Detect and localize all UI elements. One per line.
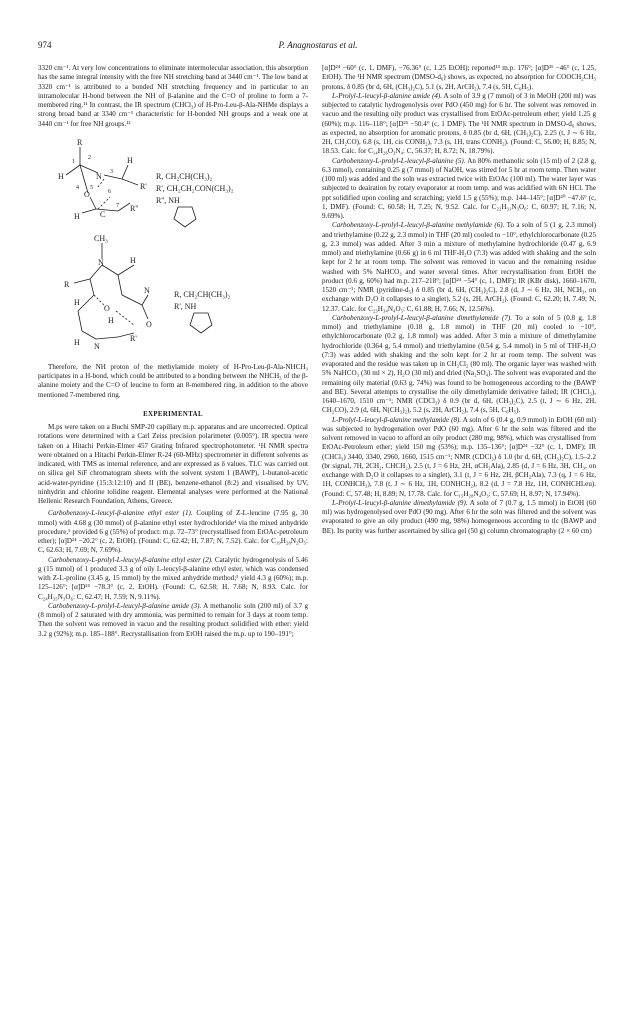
page-header bbox=[38, 40, 598, 54]
s1-pyrrolidine-ring bbox=[174, 207, 196, 227]
s2-h2: H bbox=[74, 297, 80, 307]
s2-pyrrolidine-ring bbox=[190, 313, 212, 333]
s1-n6: 6 bbox=[108, 188, 111, 195]
compound-5-entry bbox=[322, 157, 596, 222]
s2-n3: N bbox=[94, 341, 100, 351]
s1-n: N bbox=[96, 171, 102, 181]
s1-rpp: R'' bbox=[130, 203, 139, 213]
compound-4-text: A soln of 3.9 g (7 mmol) of 3 in MeOH (200 ml) was subjected to catalytic hydrogenolysis over PdO (450 mg) for 6 hr. The solvent was removed in vacuo and the resulting oily product was crystallised from EtOAc-petroleum ether; yield 1.25 g (60%); m.p. 116–118°; [α]D²⁵ −50.4° (c, 1 DMF). The ¹H NMR spectrum in DMSO-d₆ shows, as expected, no absorption for aromatic protons, δ 0.85 (br d, 6H, (CH₃)₂C), 2.25 (t, J ∼ 6 Hz, 2H, CH₂CO), 6.8 (s, 1H, cis CONH₂), 7.3 (s, 1H, trans CONH₂). (Found: C, 56.00; H, 8.85; N, 18.53. Calc. for C₁₄H₂₆O₃N₄: C, 56.37; H, 8.72; N, 18.79%). bbox=[322, 91, 597, 156]
right-column bbox=[322, 64, 596, 536]
structure-drawing bbox=[38, 135, 308, 435]
experimental-methods: M.ps were taken on a Buchi SMP-20 capillary m.p. apparatus and are uncorrected. Optical rotations were determined with a Carl Zeiss precision polarimeter (0.005°). IR spectra were taken on a Hitachi Perkin-Elmer 457 Grating Infrared spectrophotometer. ¹H NMR spectra were obtained on a Hitachi Perkin-Elmer R-24 (60-MHz) spectrometer in different solvents as indicated, with TMS as internal reference, and are expressed as δ values. TLC was carried out on silica gel SiF chromatogram sheets with the solvent system I (BAWP), 1-butanol-acetic acid-water-pyridine (15:3:12:10) and II (BE), benzene-ethanol (8:2) and visualised by UV, ninhydrin and chlorine tolidine reagent. Elemental analyses were performed at the National Hellenic Research Foundation, Athens, Greece. bbox=[38, 423, 308, 505]
s1-h-top: H bbox=[127, 155, 133, 165]
compound-3-continuation: [α]D²⁴ −60° (c, 1, DMF), −76.36° (c, 1.25 EtOH); reported¹³ m.p. 176°; [α]D³¹ −46° (c, 1.25, EtOH). The ¹H NMR spectrum (DMSO-d₆) shows, as expected, no absorption for COOCH₂CH₃ protons, δ 0.85 (br d, 6H, (CH₃)₂C), 5.1 (s, 2H, ArCH₂), 7.4 (s, 5H, C₆H₅). bbox=[322, 64, 596, 91]
s1-n5: 5 bbox=[90, 184, 93, 191]
compound-6-title: Carbobenzoxy-L-prolyl-L-leucyl-β-alanine methylamide (6). bbox=[332, 221, 505, 230]
s1-option-1: R, CH₂CH(CH₃)₂ bbox=[156, 171, 213, 181]
s1-o: O bbox=[84, 189, 90, 199]
s1-h-left: H bbox=[58, 171, 64, 181]
s2-r: R bbox=[64, 279, 70, 289]
s1-r-top: R bbox=[77, 137, 83, 147]
s1-n4: 4 bbox=[76, 184, 79, 191]
compound-2-text: Catalytic hydrogenolysis of 5.46 g (15 mmol) of 1 produced 3.3 g of oily L-leucyl-β-alanine ethyl ester, which was condensed with Z-L-proline (3.45 g, 15 mmol) by the mixed anhydride method;⁵ yield 4.3 g (60%); m.p. 125–126°; [α]D²⁴ −78.3° (c, 2, EtOH). (Found: C, 62.58; H, 7.68; N, 8.93. Calc. for C₂₄H₃₅N₃O₆: C, 62.47; H, 7.59; N, 9.11%). bbox=[38, 555, 308, 601]
compound-7-text: To a soln of 5 (0.8 g, 1.8 mmol) and triethylamine (0.18 g, 1.8 mmol) in THF (20 ml) cooled to −10°, ethylchlorocarbonate (0.2 g, 1.8 mmol) was added. After 3 min a mixture of dimethylamine hydrochloride (0.364 g, 5.4 mmol) and triethylamine (0.54 g, 5.4 mmol) in 5 ml of THF-H₂O (7:3) was added with shaking and the soln kept for 2 hr at room temp. The solvent was evaporated and the residue was taken up in CH₂Cl₂ (80 ml). The organic layer was washed with 5% NaHCO₃ (30 ml × 2), H₂O (30 ml) and dried (Na₂SO₄). The solvent was evaporated and the remaining oily material (0.63 g, 74%) was found to be homogeneous according to the (BAWP and BE). Several attempts to crystallise the oily dimethylamide derivative failed; IR (CHCl₃), 1640–1670, 1510 cm⁻¹; NMR (CDCl₃) δ 0.9 (br d, 6H, (CH₃)₂C), 2.5 (t, J ∼ 6 Hz, 2H, CH₂CO), 2.9 (d, 6H, N(CH₃)₂), 5.2 (s, 2H, ArCH₂), 7.4 (s, 5H, C₆H₅). bbox=[322, 313, 596, 415]
compound-1-entry bbox=[38, 509, 308, 555]
compound-2-entry bbox=[38, 556, 308, 602]
compound-4-title: L-Prolyl-L-leucyl-β-alanine amide (4). bbox=[332, 91, 443, 100]
compound-7-title: Carbobenzoxy-L-prolyl-L-leucyl-β-alanine dimethylamide (7). bbox=[332, 313, 512, 322]
s2-h4: H bbox=[74, 337, 80, 347]
s2-option-1: R, CH₂CH(CH₃)₂ bbox=[174, 289, 231, 299]
s1-n1: 1 bbox=[72, 158, 75, 165]
s2-h: H bbox=[130, 255, 136, 265]
s2-o: O bbox=[104, 303, 110, 313]
compound-7-entry bbox=[322, 314, 596, 416]
s1-option-3: R'', NH bbox=[156, 195, 180, 205]
compound-6-text: To a soln of 5 (1 g, 2.3 mmol) and triethylamine (0.22 g, 2.3 mmol) in THF (20 ml) cooled to −10°, ethylchlorocarbonate (0.25 g, 2.3 mmol) was added. After 3 min a mixture of methylamine hydrochloride (0.47 g, 6.9 mmol) and triethylamine (0.66 g) in 6 ml THF-H₂O (7:3) was added with shaking and the soln kept for 2 hr at room temp. The solvent was removed in vacuo and the remaining residue washed with 5% NaHCO₃ and water several times. After recrystallisation from EtOH the product (0.6 g, 60%) had m.p. 217–218°; [α]D²⁴ −54° (c, 1, DMF); IR (KBr disk), 1660–1670, 1520 cm⁻¹; NMR (pyridine-d₅) δ 0.85 (br d, 6H, (CH₃)₂C), 2.8 (d, J ∼ 6 Hz, 3H, NCH₃, on exchange with D₂O it collapses to a singlet), 5.2 (s, 2H, ArCH₂). (Found: C, 62.20; H, 7.49; N, 12.37. Calc. for C₂₃H₃₄N₄O₅: C, 61.88; H, 7.66; N, 12.56%). bbox=[322, 221, 596, 313]
compound-5-text: An 80% methanolic soln (15 ml) of 2 (2.8 g, 6.3 mmol), containing 0.25 g (7 mmol) of NaOH, was stirred for 5 hr at room temp. Then water (100 ml) was added and the soln was extracted twice with EtOAc (100 ml). The water layer was subjected to deairation by rotary evaporator at room temp. and was acidified with 6N HCl. The ppt solidified upon cooling and scratching; yield 1.5 g (55%); m.p. 144–145°; [α]D²⁰ −47.6° (c, 1, DMF). (Found: C, 60.58; H, 7.25; N, 9.52. Calc. for C₂₂H₃₁N₃O₆: C, 60.97; H, 7.16; N, 9.69%). bbox=[322, 156, 596, 220]
compound-4-entry bbox=[322, 92, 596, 157]
running-title: P. Anagnostaras et al. bbox=[278, 40, 358, 50]
compound-3-text: A methanolic soln (200 ml) of 3.7 g (8 mmol) of 2 saturated with dry ammonia, was permitted to remain for 3 days at room temp. Then the solvent was removed in vacuo and the resulting product solidified with ether: yield 3.2 g (92%); m.p. 185–188°. Recrystallisation from EtOH raised the m.p. up to 190–191°; bbox=[38, 601, 308, 638]
compound-8-title: L-Prolyl-L-leucyl-β-alanine methylamide (8). bbox=[332, 415, 462, 424]
s2-o2: O bbox=[146, 319, 152, 329]
s1-n2: 2 bbox=[88, 154, 91, 161]
conclusion-paragraph: Therefore, the NH proton of the methylamide moiety of H-Pro-Leu-β-Ala-NHCH₃ participates in a H-bond, which could be attributed to a bonding between the NHCH₃ of the β-alanine moiety and the C=O of leucine to form an 8-membered ring, in addition to the above mentioned 7-membered ring. bbox=[38, 362, 308, 399]
compound-3-entry bbox=[38, 602, 308, 639]
compound-6-entry bbox=[322, 221, 596, 314]
intro-paragraph: 3320 cm⁻¹. At very low concentrations to eliminate intermolecular association, this absorption has the same integral intensity with the free NH stretching band at 3440 cm⁻¹. The low band at 3320 cm⁻¹ is attributed to a bonded NH stretching frequency and in particular to an intramolecular H-bond between the NH of β-alanine and the C=O of proline to form a 7-membered ring.¹¹ In contrast, the IR spectrum (CHCl₃) of H-Pro-Leu-β-Ala-NHMe displays a strong broad band at 3340 cm⁻¹ characteristic for H-bonded NH groups and a weak one at 3440 cm⁻¹ for free NH groups.¹² bbox=[38, 64, 308, 128]
s2-h3: H bbox=[108, 315, 114, 325]
compound-9-entry bbox=[322, 499, 596, 536]
compound-8-entry bbox=[322, 416, 596, 499]
compound-1-text: Coupling of Z-L-leucine (7.95 g, 30 mmol) with 4.68 g (30 mmol) of β-alanine ethyl ester hydrochloride⁴ via the mixed anhydride procedure,⁵ provided 6 g (55%) of product: m.p. 72–73° (recrystallised from EtOAc-petroleum ether); [α]D²⁴ −20.2° (c, 2, EtOH). (Found: C, 62.42; H, 7.87; N, 7.52). Calc. for C₁₉H₂₈N₂O₅: C, 62.63; H, 7.69; N, 7.69%). bbox=[38, 509, 308, 555]
s1-h-bottom: H bbox=[74, 211, 80, 221]
s1-n3: 3 bbox=[110, 168, 113, 175]
s2-option-2: R', NH bbox=[174, 301, 197, 311]
left-column bbox=[38, 64, 308, 639]
s2-ch3: CH₃ bbox=[94, 233, 108, 243]
compound-8-text: A soln of 6 (0.4 g, 0.9 mmol) in EtOH (60 ml) was subjected to hydrogenation over PdO (60 mg). After 6 hr the soln was filtered and the solvent removed in vacuo to afford an oily product (280 mg, 98%), which was crystallised from EtOAc-Petroleum ether; yield 150 mg (53%); m.p. 135–136°; [α]D²⁴ −32° (c, 1, DMF); IR (CHCl₃) 3440, 3340, 2960, 1660, 1515 cm⁻¹; NMR (CDCl₃) δ 1.0 (br d, 6H, (CH₃)₂C), 1.5–2.2 (br signal, 7H, 2CH₂, CHCH₂), 2.5 (t, J = 6 Hz, 2H, αCH₂Ala), 2.85 (d, J = 6 Hz, 3H, CH₃, on exchange with D₂O it collapses to a singlet), 3.1 (t, J = 6 Hz, 2H, βCH₂Ala), 7.3 (q, J = 6 Hz, 1H, CONHCH₃), 7.8 (t, J ∼ 6 Hz, 1H, CONHCH₂), 8.2 (d, J = 7.8 Hz, 1H, CONHCHLeu). (Found: C, 57.48; H, 8.89; N, 17.78. Calc. for C₁₅H₂₈N₄O₃: C, 57.69; H, 8.97; N, 17.94%). bbox=[322, 415, 596, 498]
s2-n2: N bbox=[144, 285, 150, 295]
structure-figure bbox=[38, 135, 308, 435]
s1-rp: R' bbox=[140, 181, 147, 191]
compound-9-title: L-Prolyl-L-leucyl-β-alanine dimethylamide (9). bbox=[332, 498, 468, 507]
s1-c: C bbox=[100, 209, 106, 219]
s2-rp: R' bbox=[130, 333, 137, 343]
s1-n7: 7 bbox=[116, 202, 119, 209]
compound-3-title: Carbobenzoxy-L-prolyl-L-leucyl-β-alanine amide (3). bbox=[48, 601, 202, 610]
experimental-heading: EXPERIMENTAL bbox=[143, 410, 203, 418]
s2-n: N bbox=[98, 257, 104, 267]
compound-2-title: Carbobenzoxy-L-prolyl-L-leucyl-β-alanine ethyl ester (2). bbox=[48, 555, 213, 564]
compound-1-title: Carbobenzoxy-L-leucyl-β-alanine ethyl ester (1). bbox=[48, 509, 193, 518]
page-number: 974 bbox=[38, 40, 52, 50]
compound-5-title: Carbobenzoxy-L-prolyl-L-leucyl-β-alanine (5). bbox=[332, 156, 466, 165]
s1-option-2: R', CH₂CH₂CON(CH₃)₂ bbox=[156, 183, 234, 193]
compound-9-text: A soln of 7 (0.7 g, 1.5 mmol) in EtOH (60 ml) was hydrogenolysed over PdO (90 mg). After 6 hr the soln was filtered and the solvent was evaporated to give an oily product (490 mg, 98%) homogeneous according to tlc (BAWP and BE). Its purity was further ascertained by silica gel (50 g) column chromatography (2 × 60 cm) bbox=[322, 498, 596, 535]
